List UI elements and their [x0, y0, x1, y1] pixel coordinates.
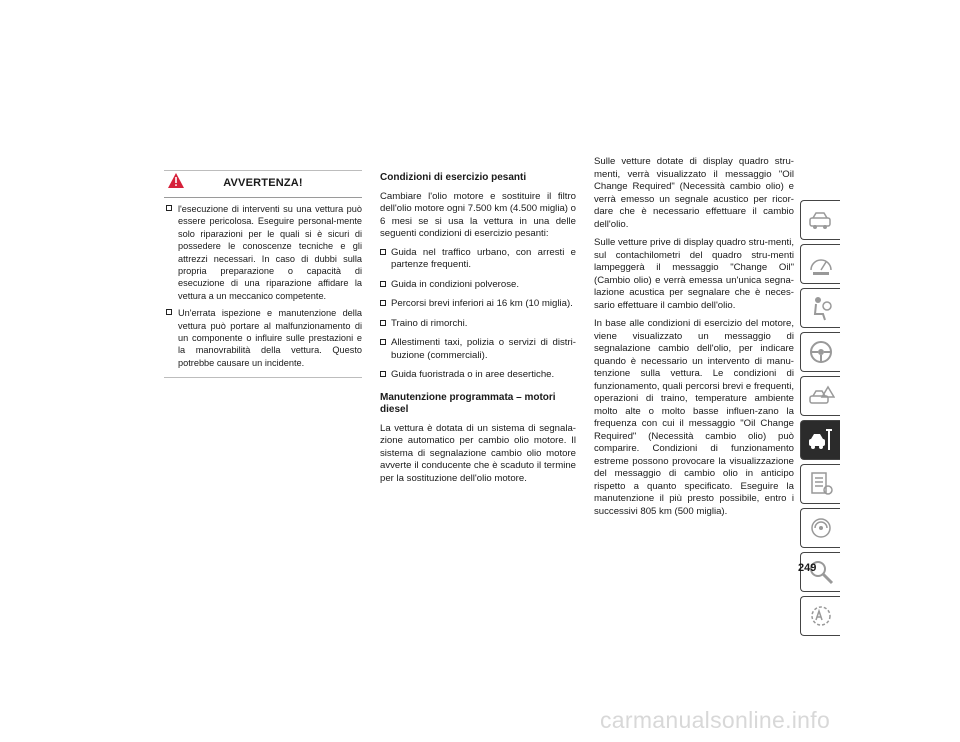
dashboard-lights-icon	[807, 250, 835, 278]
paragraph-conditions: In base alle condizioni di esercizio del motore, viene visualizzato un messaggio di segnalazione cambio dell'olio, per indicare quando è necessario un intervento di manu-tenzione sulla vettura. Le condizioni di funzionamento, quali percorsi brevi e frequenti, operazioni di traino, temperature ambiente molto alte o molto basse influen-zano la frequenza con cui il messaggio "Oil Change Required" (Necessità cambio olio) può comparire. Condizioni di funzionamento estreme possono provocare la visualizzazione del messaggio di cambio olio in anticipo rispetto a quanto specificato. Eseguire la manutenzione il più presto possibile, entro i successivi 805 km (500 miglia).	[594, 318, 794, 517]
warning-car-icon	[807, 382, 835, 410]
tab-specifications[interactable]	[800, 464, 840, 504]
list-item-text: Traino di rimorchi.	[391, 317, 468, 329]
paragraph-no-display: Sulle vetture prive di display quadro stru-menti, sul contachilometri del quadro stru-menti lampeggerà il messaggio "Change Oil" (Cambio olio) e verrà emessa un'unica segna-lazione acustica per segnalare che è neces-sario effettuare il cambio dell'olio.	[594, 237, 794, 311]
tab-car-info[interactable]	[800, 200, 840, 240]
list-item-text: Allestimenti taxi, polizia o servizi di distri-buzione (commerciali).	[391, 337, 576, 361]
specifications-list-icon	[807, 470, 835, 498]
list-item	[380, 279, 576, 292]
warning-box	[164, 170, 362, 378]
column-right	[594, 156, 794, 524]
column-middle	[380, 172, 576, 491]
tab-dashboard-lights[interactable]	[800, 244, 840, 284]
tab-steering-wheel[interactable]	[800, 332, 840, 372]
checkbox-bullet-icon	[380, 339, 386, 345]
list-item	[380, 247, 576, 272]
list-item	[380, 337, 576, 362]
warning-item-text: Un'errata ispezione e manutenzione della vettura può portare al malfunzionamento di un componente o influire sulle prestazioni e la manovrabilità della vettura. Questo potrebbe causare un incidente.	[178, 308, 362, 368]
tab-multimedia[interactable]	[800, 508, 840, 548]
warning-header	[164, 171, 362, 198]
chapter-tabs	[800, 200, 840, 640]
list-item	[380, 298, 576, 311]
warning-item	[166, 307, 362, 369]
airbag-seat-icon	[807, 294, 835, 322]
watermark: carmanualsonline.info	[600, 707, 831, 733]
list-item-text: Percorsi brevi inferiori ai 16 km (10 miglia).	[391, 298, 573, 309]
warning-item-text: l'esecuzione di interventi su una vettura può essere pericolosa. Eseguire personal-mente solo riparazioni per le quali si è sicuri di possedere le conoscenze tecniche e gli attrezzi necessari. In caso di dubbi sulla propria preparazione o capacità di esecuzione di una riparazione affidare la vettura a un meccanico competente.	[178, 204, 362, 301]
multimedia-icon	[807, 514, 835, 542]
list-item-text: Guida fuoristrada o in aree desertiche.	[391, 369, 555, 380]
list-item-text: Guida nel traffico urbano, con arresti e partenze frequenti.	[391, 246, 576, 270]
checkbox-bullet-icon	[380, 249, 386, 255]
list-item-text: Guida in condizioni polverose.	[391, 278, 519, 290]
checkbox-bullet-icon	[380, 281, 386, 287]
page-number: 249	[798, 562, 817, 574]
checkbox-bullet-icon	[166, 205, 172, 211]
tab-airbag-seat[interactable]	[800, 288, 840, 328]
list-item	[380, 369, 576, 382]
checkbox-bullet-icon	[380, 371, 386, 377]
warning-item	[166, 203, 362, 302]
checkbox-bullet-icon	[166, 309, 172, 315]
checkbox-bullet-icon	[380, 300, 386, 306]
checkbox-bullet-icon	[380, 320, 386, 326]
tab-language-index[interactable]	[800, 596, 840, 636]
heading-diesel-maintenance: Manutenzione programmata – motori diesel	[380, 391, 556, 415]
language-index-icon	[807, 602, 835, 630]
tab-car-service[interactable]	[800, 420, 840, 460]
list-item	[380, 318, 576, 331]
steering-wheel-icon	[807, 338, 835, 366]
paragraph-diesel: La vettura è dotata di un sistema di segnala-zione automatico per cambio olio motore. Il sistema di segnalazione cambio olio motore avverte il conducente che è scaduto il termine per la sostituzione dell'olio motore.	[380, 422, 576, 484]
car-info-icon	[807, 206, 835, 234]
paragraph-display: Sulle vetture dotate di display quadro stru-menti, verrà visualizzato il messaggio "Oil Change Required" (Necessità cambio olio) e verrà emesso un segnale acustico per ricor-dare che è necessario effettuare il cambio dell'olio.	[594, 156, 794, 230]
car-service-tools-icon	[807, 426, 835, 454]
warning-title: AVVERTENZA!	[223, 177, 303, 189]
paragraph-heavy-intro: Cambiare l'olio motore e sostituire il filtro dell'olio motore ogni 7.500 km (4.500 miglia) o 6 mesi se si usa la vettura in una delle seguenti condizioni di esercizio pesanti:	[380, 190, 576, 239]
heading-heavy-conditions: Condizioni di esercizio pesanti	[380, 172, 527, 183]
tab-warning-car[interactable]	[800, 376, 840, 416]
